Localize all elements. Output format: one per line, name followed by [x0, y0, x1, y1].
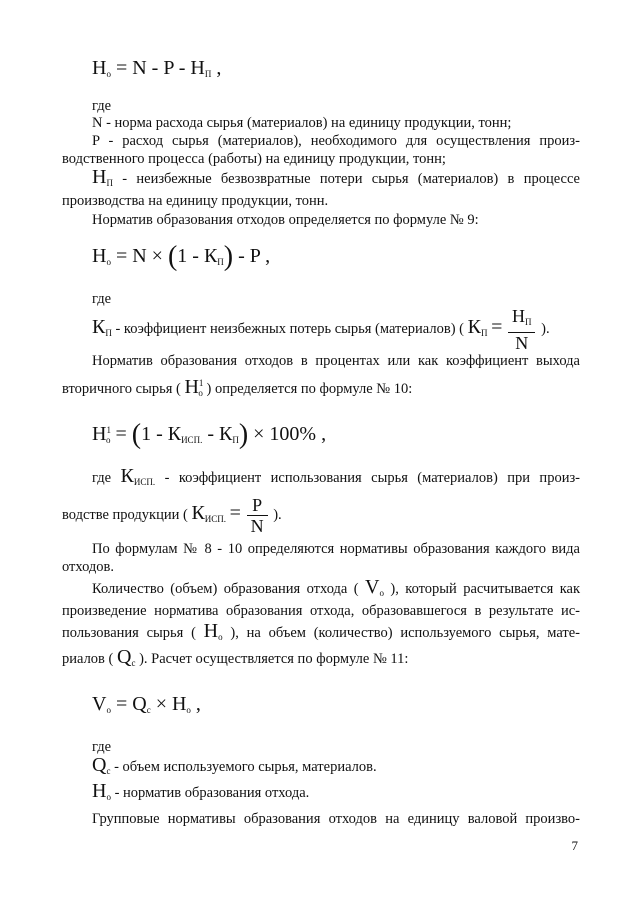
- qty-1: Количество (объем) образования отхода ( $V_о$ ), который расчитывается как: [92, 576, 581, 598]
- last-line: Групповые нормативы образования отходов на единицу валовой произво-: [92, 811, 580, 827]
- def-hp-2: производства на единицу продукции, тонн.: [62, 193, 329, 209]
- def-qc: $Q_с$ - объем используемого сырья, материалов.: [92, 754, 377, 776]
- kp-fraction: $\frac{Н_П}{N}$: [508, 306, 536, 353]
- def-p-1: P - расход сырья (материалов), необходимого для осуществления произ-: [92, 133, 580, 149]
- formula-9: $Н_о = N \times (1 - К_П) - P$ ,: [92, 241, 271, 272]
- def-ho: $Н_о$ - норматив образования отхода.: [92, 780, 310, 802]
- where-3: где: [92, 739, 112, 755]
- def-n: N - норма расхода сырья (материалов) на единицу продукции, тонн;: [92, 115, 512, 131]
- para-8-10-1: По формулам № 8 - 10 определяются нормативы образования каждого вида: [92, 541, 580, 557]
- page-number: 7: [571, 838, 578, 853]
- formula-10: $Н^1_о = (1 - К_{ИСП.} - К_П) \times 100\%$ ,: [92, 419, 327, 450]
- def-hp-1: $Н_П$ - неизбежные безвозвратные потери сырья (материалов) в процессе: [92, 166, 580, 188]
- where-1: где: [92, 98, 112, 114]
- def-kisp: где $К_{ИСП.}$ - коэффициент использования сырья (материалов) при произ-: [92, 465, 581, 487]
- def-kp: $К_П$ - коэффициент неизбежных потерь сырья (материалов) ( $К_П$ = $\frac{Н_П}{N}$ ).: [92, 306, 550, 353]
- formula-8: $Н_о = N - P - Н_П$ ,: [92, 57, 222, 79]
- kisp-fraction: $\frac{P}{N}$: [247, 495, 268, 536]
- qty-3: пользования сырья ( $Н_о$ ), на объем (количество) используемого сырья, мате-: [62, 620, 580, 642]
- def-kisp-2: водстве продукции ( $К_{ИСП.}$ = $\frac{P}{N}$ ).: [62, 495, 282, 537]
- para-8-10-2: отходов.: [62, 559, 115, 575]
- formula-11: $V_о = Q_с \times Н_о$ ,: [92, 693, 201, 715]
- qty-2: произведение норматива образования отхода, образовавшегося в результате ис-: [62, 603, 580, 619]
- norm9-intro: Норматив образования отходов определяется по формуле № 9:: [92, 212, 479, 228]
- norm10-2: вторичного сырья ( $Н^1_о$ ) определяется по формуле № 10:: [62, 376, 413, 398]
- norm10-1: Норматив образования отходов в процентах или как коэффициент выхода: [92, 353, 580, 369]
- qty-4: риалов ( $Q_с$ ). Расчет осуществляется по формуле № 11:: [62, 646, 409, 668]
- where-2: где: [92, 291, 112, 307]
- def-p-2: водственного процесса (работы) на единицу продукции, тонн;: [62, 151, 446, 167]
